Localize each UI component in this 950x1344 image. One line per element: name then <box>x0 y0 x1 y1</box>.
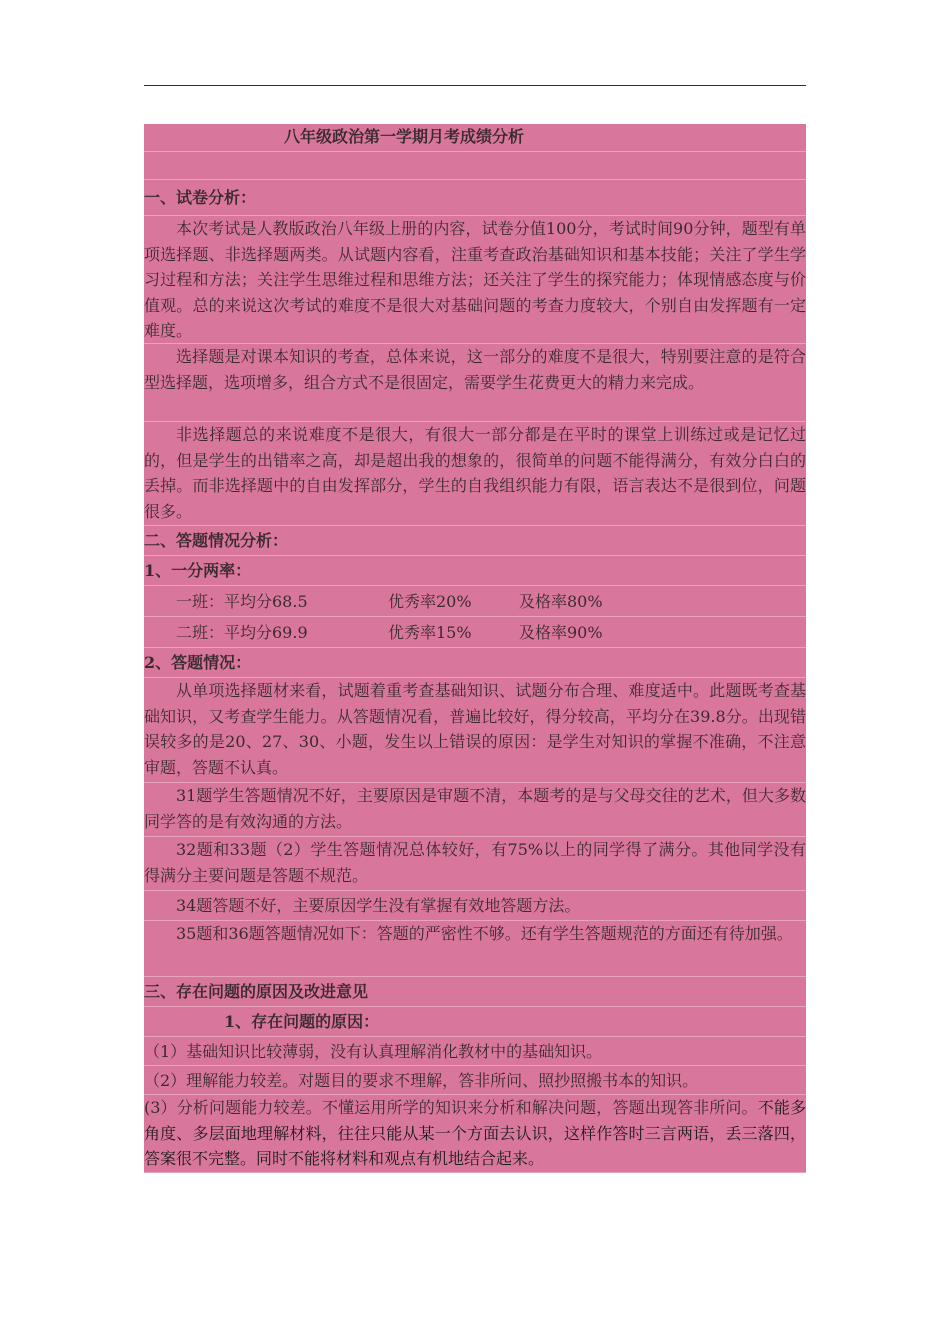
section-2-heading: 二、答题情况分析： <box>144 526 806 556</box>
reason-item-1: （1）基础知识比较薄弱，没有认真理解消化教材中的基础知识。 <box>144 1037 806 1066</box>
stat-class-avg: 二班：平均分69.9 <box>176 623 308 642</box>
section-1-paragraph-3: 非选择题总的来说难度不是很大，有很大一部分都是在平时的课堂上训练过或是记忆过的，但是学生的出错率之高，却是超出我的想象的，很简单的问题不能得满分，有效分白白的丢掉。而非选择题中的自由发挥部分，学生的自我组织能力有限，语言表达不是很到位，问题很多。 <box>144 422 806 526</box>
document-body <box>144 124 806 1173</box>
blank-line <box>144 152 806 180</box>
reason-item-3-part-a: (3）分析问题能力较差。不懂运用所学的知识来分析和解决问题，答题出现答非所问。 <box>144 1098 758 1117</box>
reason-item-3-part-b: 不能多角度、多层面地理解材料，往往只能从某一个方面去认识，这样作答时三言两语，丢三落四，答案很不完整。同时不能将材料和观点有机地结合起来。 <box>144 1098 806 1168</box>
header-rule <box>144 85 806 86</box>
section-2-paragraph-5: 35题和36题答题情况如下：答题的严密性不够。还有学生答题规范的方面还有待加强。 <box>144 921 806 977</box>
stat-row <box>144 586 806 617</box>
section-2-paragraph-4: 34题答题不好，主要原因学生没有掌握有效地答题方法。 <box>144 891 806 921</box>
reason-item-3 <box>144 1095 806 1173</box>
reason-item-2: （2）理解能力较差。对题目的要求不理解，答非所问、照抄照搬书本的知识。 <box>144 1066 806 1095</box>
section-2-sub-2: 2、答题情况： <box>144 648 806 678</box>
stat-pass-rate: 及格率90% <box>519 623 603 642</box>
stat-class-avg: 一班：平均分68.5 <box>176 592 308 611</box>
stat-excellent-rate: 优秀率15% <box>388 623 472 642</box>
stat-row <box>144 617 806 648</box>
section-1-heading: 一、试卷分析： <box>144 180 806 216</box>
section-3-sub-1: 1、存在问题的原因： <box>144 1007 806 1037</box>
section-2-paragraph-1: 从单项选择题材来看，试题着重考查基础知识、试题分布合理、难度适中。此题既考查基础知识，又考查学生能力。从答题情况看，普遍比较好，得分较高，平均分在39.8分。出现错误较多的是20、27、30、小题，发生以上错误的原因：是学生对知识的掌握不准确，不注意审题，答题不认真。 <box>144 678 806 783</box>
stat-pass-rate: 及格率80% <box>519 592 603 611</box>
section-1-paragraph-2: 选择题是对课本知识的考查，总体来说，这一部分的难度不是很大，特别要注意的是符合型选择题，选项增多，组合方式不是很固定，需要学生花费更大的精力来完成。 <box>144 344 806 422</box>
stat-excellent-rate: 优秀率20% <box>388 592 472 611</box>
section-2-paragraph-3: 32题和33题（2）学生答题情况总体较好，有75%以上的同学得了满分。其他同学没有得满分主要问题是答题不规范。 <box>144 837 806 891</box>
section-2-sub-1: 1、一分两率： <box>144 556 806 586</box>
page-title: 八年级政治第一学期月考成绩分析 <box>144 124 806 152</box>
section-1-paragraph-1: 本次考试是人教版政治八年级上册的内容，试卷分值100分，考试时间90分钟，题型有单项选择题、非选择题两类。从试题内容看，注重考查政治基础知识和基本技能；关注了学生学习过程和方法；关注学生思维过程和思维方法；还关注了学生的探究能力；体现情感态度与价值观。总的来说这次考试的难度不是很大对基础问题的考查力度较大，个别自由发挥题有一定难度。 <box>144 216 806 344</box>
section-2-paragraph-2: 31题学生答题情况不好，主要原因是审题不清，本题考的是与父母交往的艺术，但大多数同学答的是有效沟通的方法。 <box>144 783 806 837</box>
section-3-heading: 三、存在问题的原因及改进意见 <box>144 977 806 1007</box>
